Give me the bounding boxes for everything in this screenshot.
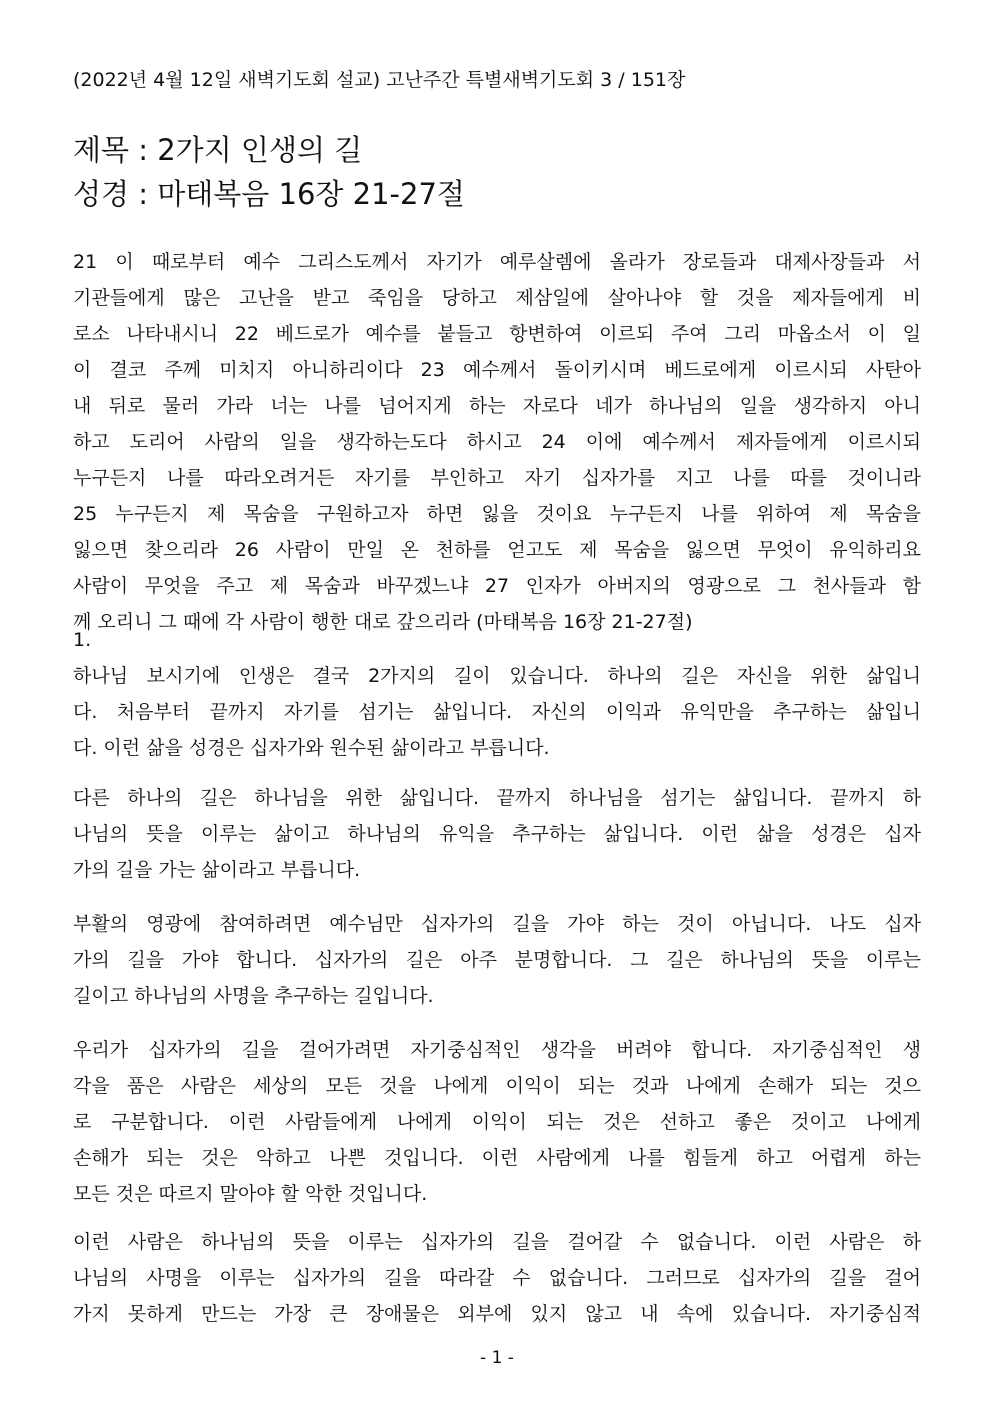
section-number: 1. xyxy=(73,629,92,651)
body-line: 이런 사람은 하나님의 뜻을 이루는 십자가의 길을 걸어갈 수 없습니다. 이런 사람은 하 xyxy=(73,1231,921,1253)
scripture-line: 로소 나타내시니 22 베드로가 예수를 붙들고 항변하여 이르되 주여 그리 마옵소서 이 일 xyxy=(73,323,921,345)
body-line: 부활의 영광에 참여하려면 예수님만 십자가의 길을 가야 하는 것이 아닙니다. 나도 십자 xyxy=(73,913,921,935)
page-number: - 1 - xyxy=(480,1348,514,1368)
document-page xyxy=(73,0,921,1403)
scripture-line: 21 이 때로부터 예수 그리스도께서 자기가 예루살렘에 올라가 장로들과 대제사장들과 서 xyxy=(73,251,921,273)
body-line: 모든 것은 따르지 말아야 할 악한 것입니다. xyxy=(73,1183,428,1205)
scripture-line: 하고 도리어 사람의 일을 생각하는도다 하시고 24 이에 예수께서 제자들에게 이르시되 xyxy=(73,431,921,453)
scripture-line: 25 누구든지 제 목숨을 구원하고자 하면 잃을 것이요 누구든지 나를 위하여 제 목숨을 xyxy=(73,503,921,525)
scripture-line: 기관들에게 많은 고난을 받고 죽임을 당하고 제삼일에 살아나야 할 것을 제자들에게 비 xyxy=(73,287,921,309)
body-line: 다른 하나의 길은 하나님을 위한 삶입니다. 끝까지 하나님을 섬기는 삶입니다. 끝까지 하 xyxy=(73,787,921,809)
body-line: 우리가 십자가의 길을 걸어가려면 자기중심적인 생각을 버려야 합니다. 자기중심적인 생 xyxy=(73,1039,921,1061)
body-paragraph xyxy=(73,906,921,1014)
sermon-subtitle: (2022년 4월 12일 새벽기도회 설교) 고난주간 특별새벽기도회 3 / 151장 xyxy=(73,69,686,91)
body-paragraph xyxy=(73,780,921,888)
body-line: 하나님 보시기에 인생은 결국 2가지의 길이 있습니다. 하나의 길은 자신을 위한 삶입니 xyxy=(73,665,921,687)
sermon-title: 제목 : 2가지 인생의 길 xyxy=(73,133,363,167)
body-line: 다. 처음부터 끝까지 자기를 섬기는 삶입니다. 자신의 이익과 유익만을 추구하는 삶입니 xyxy=(73,701,921,723)
body-line: 나님의 사명을 이루는 십자가의 길을 따라갈 수 없습니다. 그러므로 십자가의 길을 걸어 xyxy=(73,1267,921,1289)
body-line: 나님의 뜻을 이루는 삶이고 하나님의 유익을 추구하는 삶입니다. 이런 삶을 성경은 십자 xyxy=(73,823,921,845)
body-paragraph xyxy=(73,1224,921,1332)
scripture-line: 이 결코 주께 미치지 아니하리이다 23 예수께서 돌이키시며 베드로에게 이르시되 사탄아 xyxy=(73,359,921,381)
body-line: 가의 길을 가야 합니다. 십자가의 길은 아주 분명합니다. 그 길은 하나님의 뜻을 이루는 xyxy=(73,949,921,971)
scripture-line: 잃으면 찾으리라 26 사람이 만일 온 천하를 얻고도 제 목숨을 잃으면 무엇이 유익하리요 xyxy=(73,539,921,561)
scripture-line: 내 뒤로 물러 가라 너는 나를 넘어지게 하는 자로다 네가 하나님의 일을 생각하지 아니 xyxy=(73,395,921,417)
scripture-line: 께 오리니 그 때에 각 사람이 행한 대로 갚으리라 (마태복음 16장 21-27절) xyxy=(73,611,693,633)
scripture-line: 사람이 무엇을 주고 제 목숨과 바꾸겠느냐 27 인자가 아버지의 영광으로 그 천사들과 함 xyxy=(73,575,921,597)
body-line: 가의 길을 가는 삶이라고 부릅니다. xyxy=(73,859,361,881)
section-one xyxy=(73,622,921,766)
scripture-reference: 성경 : 마태복음 16장 21-27절 xyxy=(73,177,465,211)
body-line: 로 구분합니다. 이런 사람들에게 나에게 이익이 되는 것은 선하고 좋은 것이고 나에게 xyxy=(73,1111,921,1133)
body-paragraph xyxy=(73,1032,921,1212)
scripture-passage xyxy=(73,244,921,640)
scripture-line: 누구든지 나를 따라오려거든 자기를 부인하고 자기 십자가를 지고 나를 따를 것이니라 xyxy=(73,467,921,489)
body-line: 손해가 되는 것은 악하고 나쁜 것입니다. 이런 사람에게 나를 힘들게 하고 어렵게 하는 xyxy=(73,1147,921,1169)
body-line: 가지 못하게 만드는 가장 큰 장애물은 외부에 있지 않고 내 속에 있습니다. 자기중심적 xyxy=(73,1303,921,1325)
body-line: 길이고 하나님의 사명을 추구하는 길입니다. xyxy=(73,985,434,1007)
body-line: 각을 품은 사람은 세상의 모든 것을 나에게 이익이 되는 것과 나에게 손해가 되는 것으 xyxy=(73,1075,921,1097)
body-line: 다. 이런 삶을 성경은 십자가와 원수된 삶이라고 부릅니다. xyxy=(73,737,550,759)
